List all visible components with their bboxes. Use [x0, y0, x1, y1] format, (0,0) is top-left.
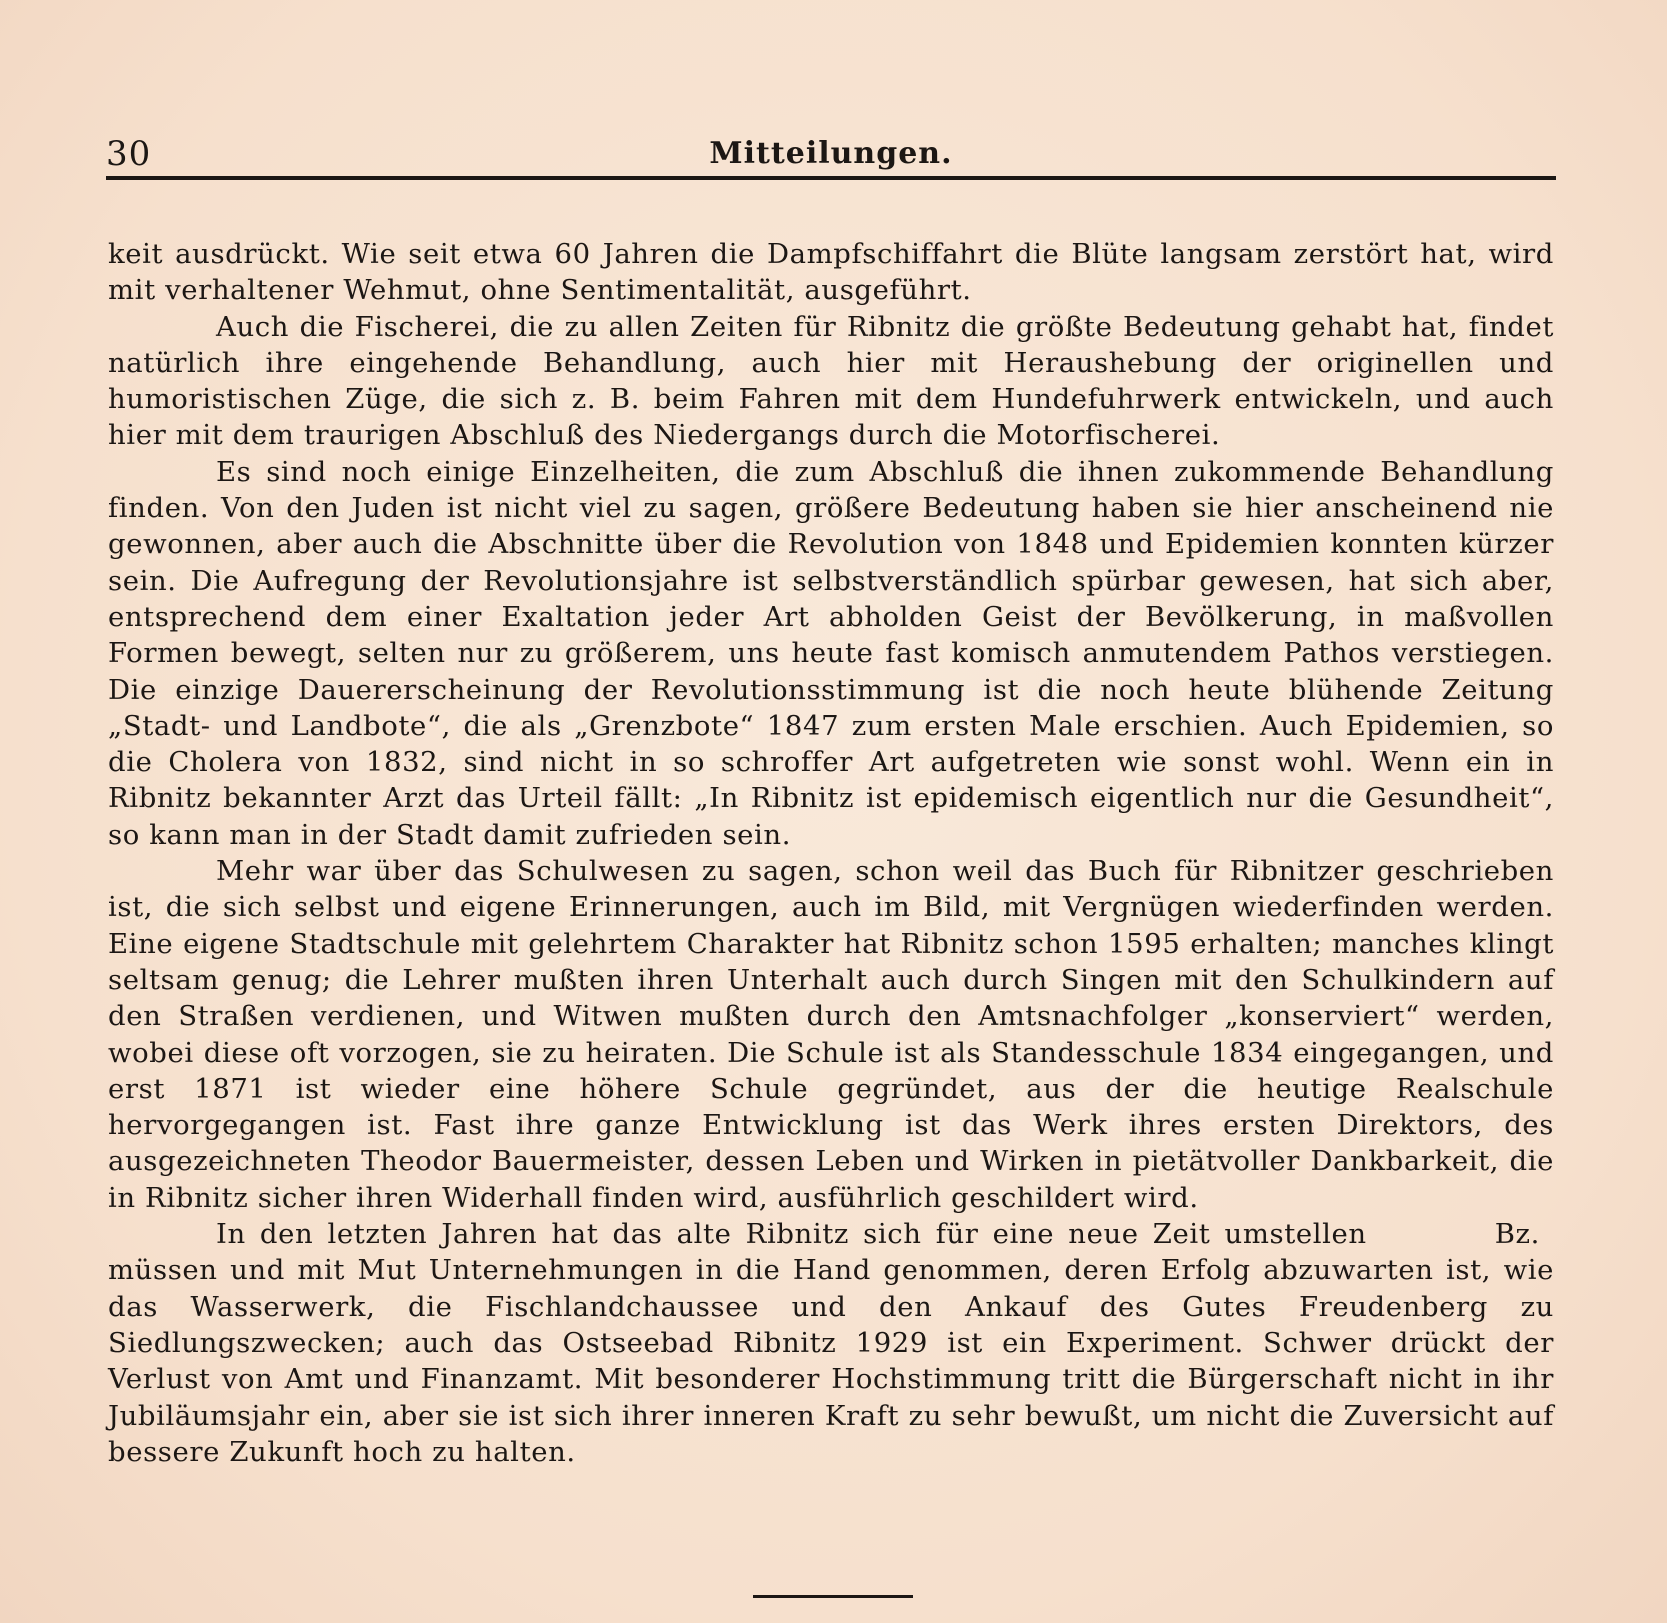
paragraph-1: keit ausdrückt. Wie seit etwa 60 Jahren die Dampfschiffahrt die Blüte langsam zerstört hat, wird mit verhaltener Wehmut, ohne Sentimentalität, ausgeführt. — [108, 238, 1554, 307]
paragraph-4: Mehr war über das Schulwesen zu sagen, schon weil das Buch für Ribnitzer geschrieben ist, die sich selbst und eigene Erinnerungen, auch im Bild, mit Vergnügen wiederfinden werden. Eine eigene Stadtschule mit gelehrtem Charakter hat Ribnitz schon 1595 erhalten; manches klingt seltsam genug; die Lehrer mußten ihren Unterhalt auch durch Singen mit den Schulkindern auf den Straßen verdienen, und Witwen mußten durch den Amtsnachfolger „konserviert“ werden, wobei diese oft vorzogen, sie zu heiraten. Die Schule ist als Standesschule 1834 eingegangen, und erst 1871 ist wieder eine höhere Schule gegründet, aus der die heutige Realschule hervorgegangen ist. Fast ihre ganze Entwicklung ist das Werk ihres ersten Direktors, des ausgezeichneten Theodor Bauermeister, dessen Leben und Wirken in pietätvoller Dankbarkeit, die in Ribnitz sicher ihren Widerhall finden wird, ausführlich geschildert wird. — [108, 855, 1554, 1214]
running-title: Mitteilungen. — [709, 136, 953, 171]
page-header — [106, 128, 1556, 178]
paragraph-5-text: In den letzten Jahren hat das alte Ribnitz sich für eine neue Zeit umstellen müssen und mit Mut Unternehmungen in die Hand genommen, deren Erfolg abzuwarten ist, wie das Wasserwerk, die Fischlandchaussee und den Ankauf des Gutes Freudenberg zu Siedlungszwecken; auch das Ostseebad Ribnitz 1929 ist ein Experiment. Schwer drückt der Verlust von Amt und Finanzamt. Mit besonderer Hochstimmung tritt die Bürgerschaft nicht in ihr Jubiläumsjahr ein, aber sie ist sich ihrer inneren Kraft zu sehr bewußt, um nicht die Zuversicht auf bessere Zukunft hoch zu halten. — [108, 1218, 1554, 1468]
author-signature: Bz. — [1494, 1218, 1540, 1251]
page-number: 30 — [106, 134, 152, 174]
paragraph-3: Es sind noch einige Einzelheiten, die zum Abschluß die ihnen zukommende Behandlung finden. Von den Juden ist nicht viel zu sagen, größere Bedeutung haben sie hier anscheinend nie gewonnen, aber auch die Abschnitte über die Revolution von 1848 und Epidemien konnten kürzer sein. Die Aufregung der Revolutionsjahre ist selbstverständlich spürbar gewesen, hat sich aber, entsprechend dem einer Exaltation jeder Art abholden Geist der Bevölkerung, in maßvollen Formen bewegt, selten nur zu größerem, uns heute fast komisch anmutendem Pathos verstiegen. Die einzige Dauererscheinung der Revolutionsstimmung ist die noch heute blühende Zeitung „Stadt- und Landbote“, die als „Grenzbote“ 1847 zum ersten Male erschien. Auch Epidemien, so die Cholera von 1832, sind nicht in so schroffer Art aufgetreten wie sonst wohl. Wenn ein in Ribnitz bekannter Arzt das Urteil fällt: „In Ribnitz ist epidemisch eigentlich nur die Gesundheit“, so kann man in der Stadt damit zufrieden sein. — [108, 455, 1554, 851]
paragraph-2: Auch die Fischerei, die zu allen Zeiten für Ribnitz die größte Bedeutung gehabt hat, findet natürlich ihre eingehende Behandlung, auch hier mit Heraushebung der originellen und humoristischen Züge, die sich z. B. beim Fahren mit dem Hundefuhrwerk entwickeln, und auch hier mit dem traurigen Abschluß des Niedergangs durch die Motorfischerei. — [108, 310, 1554, 452]
header-rule — [106, 176, 1556, 180]
paragraph-5 — [108, 1216, 1554, 1470]
article-body — [108, 236, 1554, 1470]
closing-rule — [753, 1595, 913, 1598]
